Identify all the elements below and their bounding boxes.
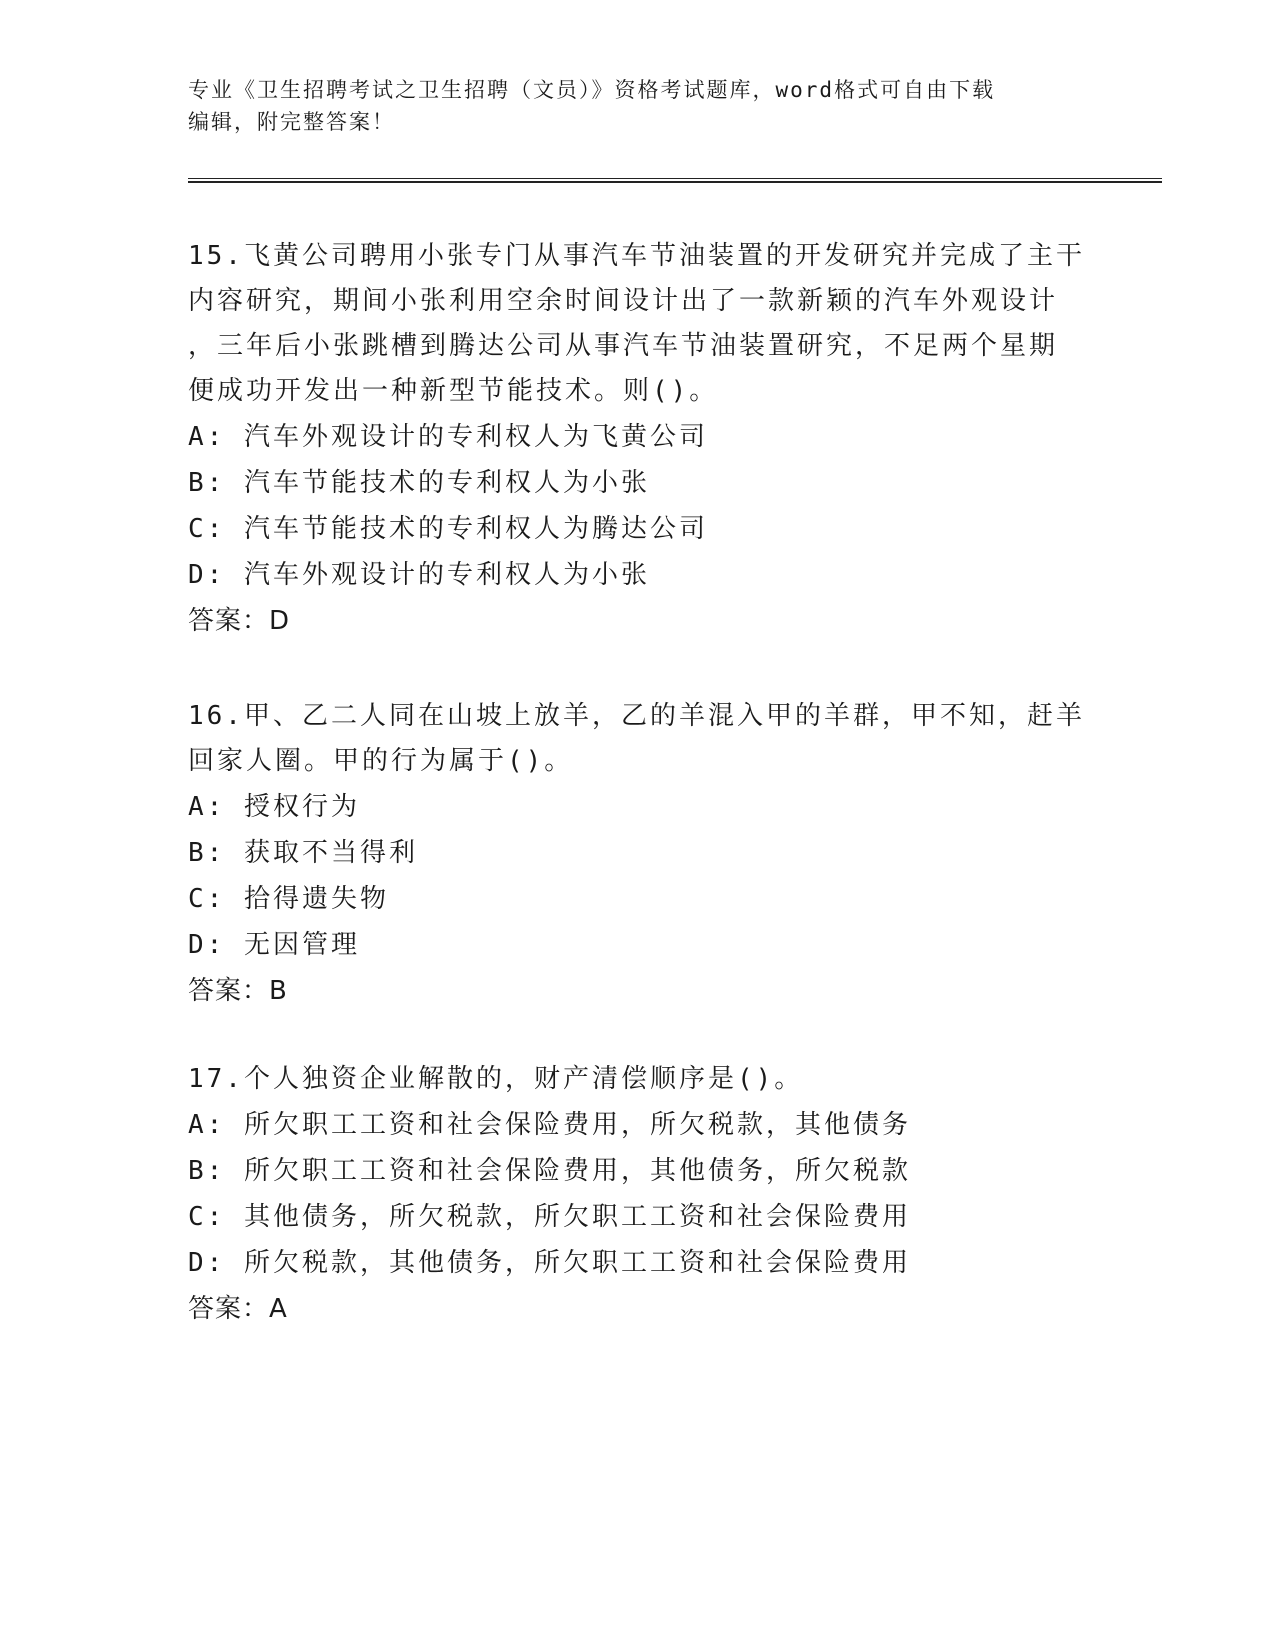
option-b: B: 所欠职工工资和社会保险费用，其他债务，所欠税款 [188,1156,911,1186]
question-text-line: 回家人圈。甲的行为属于()。 [188,746,574,776]
answer-label: 答案：D [188,606,291,636]
question-17 [188,1057,1088,1332]
option-a: A: 授权行为 [188,792,360,822]
question-15 [188,234,1088,644]
option-b: B: 汽车节能技术的专利权人为小张 [188,468,650,498]
option-c: C: 其他债务，所欠税款，所欠职工工资和社会保险费用 [188,1202,911,1232]
question-text-line: 15.飞黄公司聘用小张专门从事汽车节油装置的开发研究并完成了主干 [188,241,1085,271]
question-text-line: 便成功开发出一种新型节能技术。则()。 [188,376,719,406]
option-d: D: 无因管理 [188,930,360,960]
question-text-line: 17.个人独资企业解散的，财产清偿顺序是()。 [188,1064,804,1094]
option-d: D: 所欠税款，其他债务，所欠职工工资和社会保险费用 [188,1248,911,1278]
answer-label: 答案：B [188,976,288,1006]
option-d: D: 汽车外观设计的专利权人为小张 [188,560,650,590]
question-text-line: 内容研究，期间小张利用空余时间设计出了一款新颖的汽车外观设计 [188,286,1059,316]
document-header [188,74,1088,138]
option-a: A: 汽车外观设计的专利权人为飞黄公司 [188,422,708,452]
question-text-line: 16.甲、乙二人同在山坡上放羊，乙的羊混入甲的羊群，甲不知，赶羊 [188,701,1085,731]
option-c: C: 拾得遗失物 [188,884,389,914]
header-line-2: 编辑，附完整答案！ [188,110,395,134]
answer-label: 答案：A [188,1294,288,1324]
option-b: B: 获取不当得利 [188,838,418,868]
question-text-line: ，三年后小张跳槽到腾达公司从事汽车节油装置研究，不足两个星期 [188,331,1059,361]
header-line-1: 专业《卫生招聘考试之卫生招聘（文员）》资格考试题库，word格式可自由下载 [188,78,996,102]
option-c: C: 汽车节能技术的专利权人为腾达公司 [188,514,708,544]
option-a: A: 所欠职工工资和社会保险费用，所欠税款，其他债务 [188,1110,911,1140]
header-divider [188,178,1162,183]
question-16 [188,694,1088,1014]
